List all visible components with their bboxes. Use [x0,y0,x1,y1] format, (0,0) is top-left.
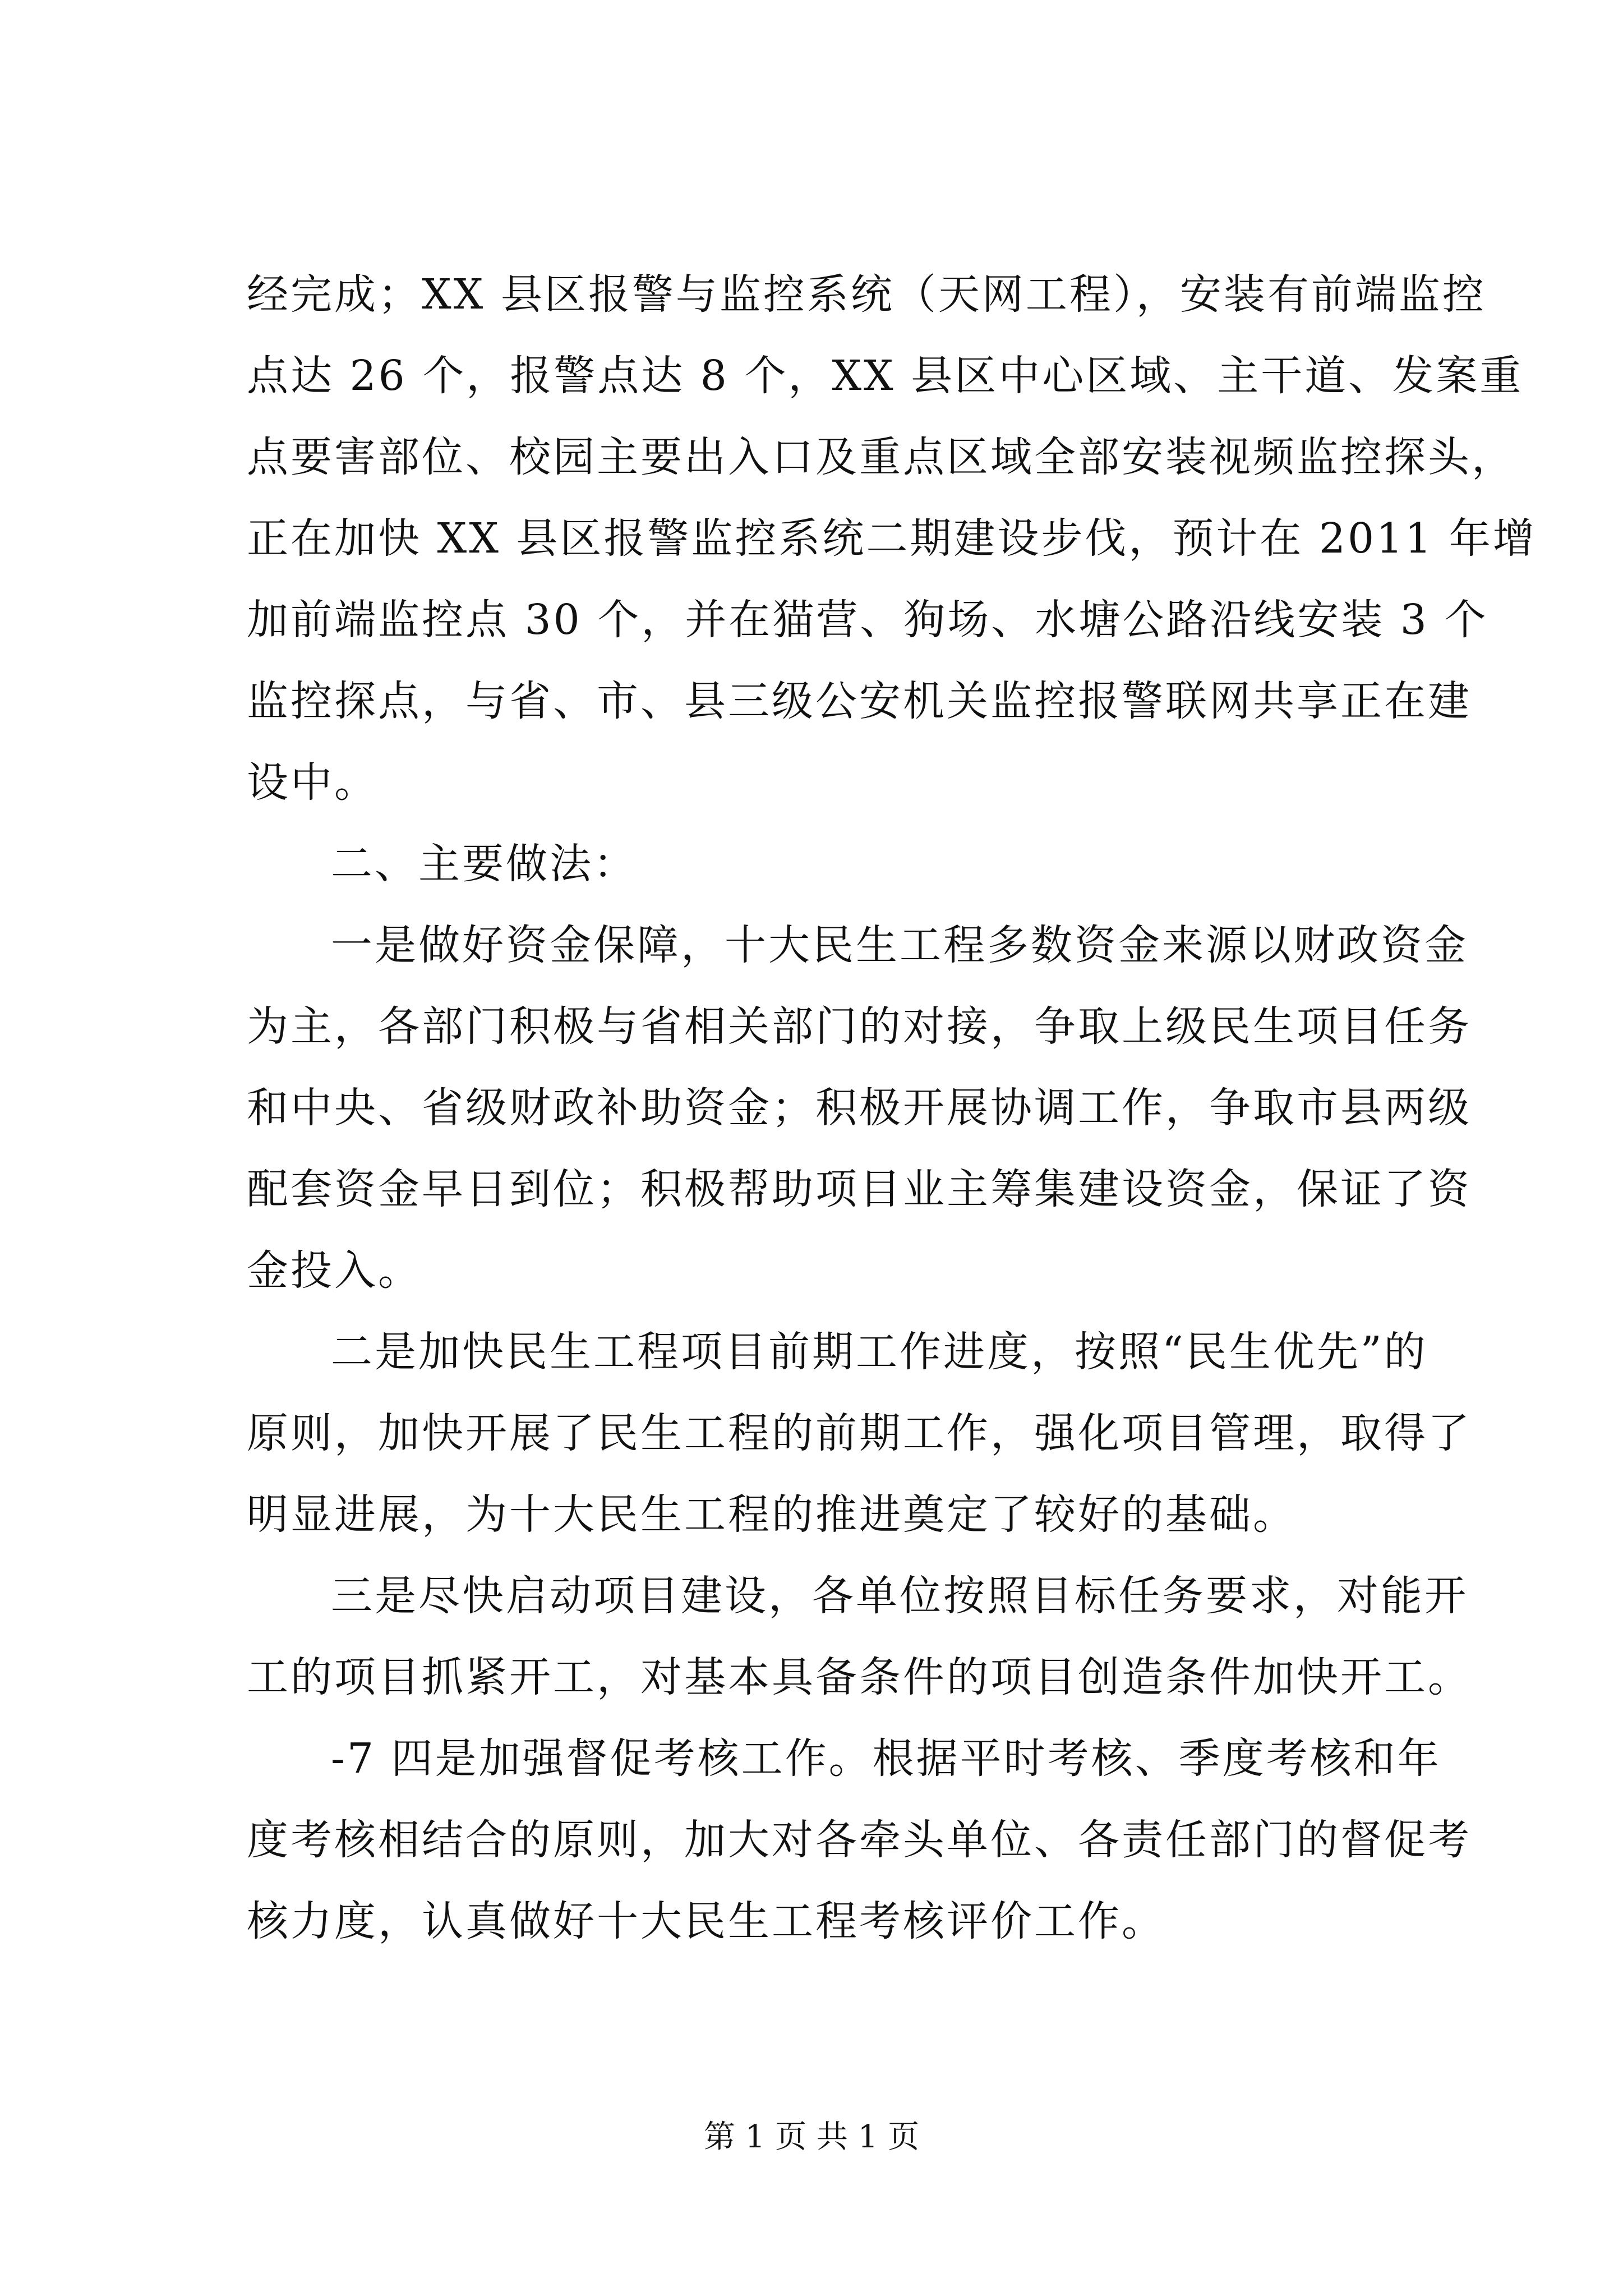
text-line: 监控探点，与省、市、县三级公安机关监控报警联网共享正在建 [247,677,1472,725]
paragraph-first-line: 二是加快民生工程项目前期工作进度，按照“民生优先”的 [331,1328,1428,1376]
paragraph-first-line: 三是尽快启动项目建设，各单位按照目标任务要求，对能开 [331,1572,1468,1620]
text-line: 正在加快 XX 县区报警监控系统二期建设步伐，预计在 2011 年增 [247,514,1537,563]
text-line: 配套资金早日到位；积极帮助项目业主筹集建设资金，保证了资 [247,1165,1472,1213]
text-line: 加前端监控点 30 个，并在猫营、狗场、水塘公路沿线安装 3 个 [247,596,1488,644]
page-footer: 第 1 页 共 1 页 [703,2119,920,2155]
text-line: 金投入。 [247,1246,422,1295]
text-line: 点达 26 个，报警点达 8 个，XX 县区中心区域、主干道、发案重 [247,352,1524,400]
section-heading: 二、主要做法： [331,840,637,888]
text-line: 核力度，认真做好十大民生工程考核评价工作。 [247,1897,1165,1945]
text-line: 经完成；XX 县区报警与监控系统（天网工程），安装有前端监控 [247,270,1486,319]
text-line: 度考核相结合的原则，加大对各牵头单位、各责任部门的督促考 [247,1816,1472,1864]
text-line: 设中。 [247,758,378,807]
text-line: 工的项目抓紧开工，对基本具备条件的项目创造条件加快开工。 [247,1653,1472,1701]
paragraph-first-line: -7 四是加强督促考核工作。根据平时考核、季度考核和年 [331,1734,1441,1783]
text-line: 原则，加快开展了民生工程的前期工作，强化项目管理，取得了 [247,1409,1472,1457]
text-line: 点要害部位、校园主要出入口及重点区域全部安装视频监控探头， [247,433,1515,481]
text-line: 和中央、省级财政补助资金；积极开展协调工作，争取市县两级 [247,1084,1472,1132]
text-line: 为主，各部门积极与省相关部门的对接，争取上级民生项目任务 [247,1002,1472,1051]
text-line: 明显进展，为十大民生工程的推进奠定了较好的基础。 [247,1490,1297,1539]
paragraph-first-line: 一是做好资金保障，十大民生工程多数资金来源以财政资金 [331,921,1468,969]
